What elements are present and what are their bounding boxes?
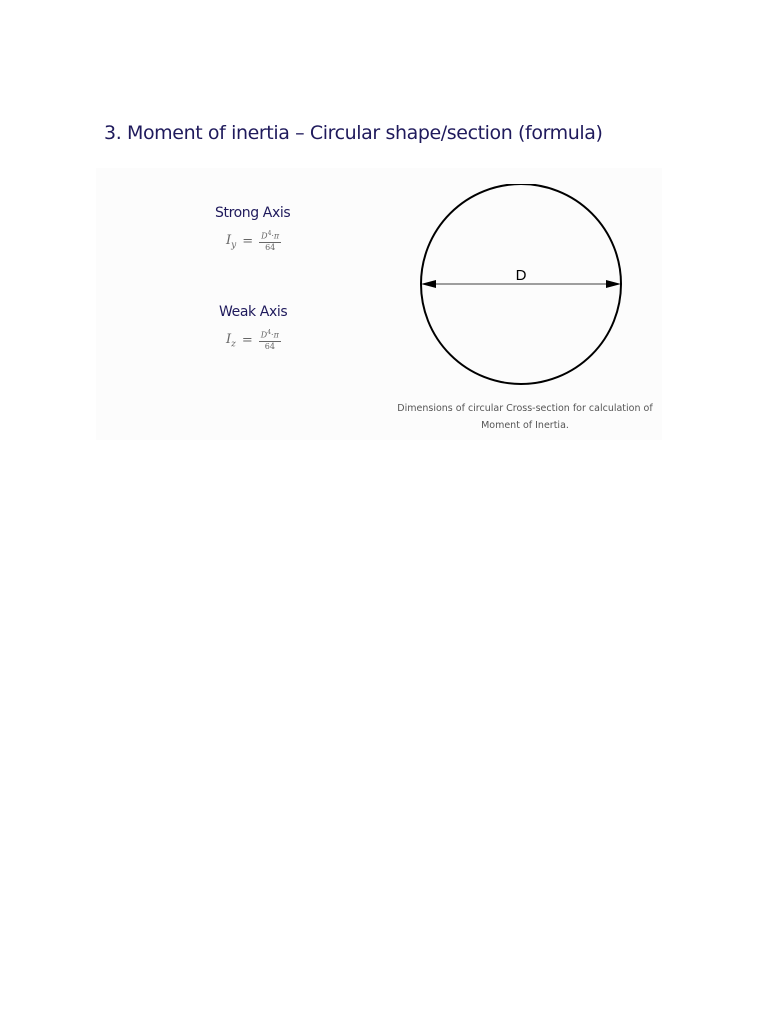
strong-axis-num-exp: 4 (267, 230, 272, 237)
caption-line-2: Moment of Inertia. (481, 420, 569, 431)
left-arrowhead (421, 280, 436, 288)
strong-axis-subscript: y (231, 240, 237, 251)
strong-axis-formula-lhs (226, 233, 236, 251)
right-arrowhead (606, 280, 621, 288)
diameter-label: D (515, 267, 527, 284)
strong-axis-label: Strong Axis (215, 205, 291, 221)
weak-axis-num-rest: ·π (271, 330, 279, 340)
weak-axis-numerator (259, 330, 281, 342)
weak-axis-subscript: z (231, 339, 236, 350)
strong-axis-equals: = (242, 233, 254, 249)
weak-axis-equals: = (241, 332, 253, 348)
strong-axis-denominator: 64 (265, 242, 276, 252)
weak-axis-formula (226, 330, 281, 351)
page-title: 3. Moment of inertia – Circular shape/section (formula) (104, 122, 603, 144)
strong-axis-num-var: D (261, 231, 268, 241)
weak-axis-num-exp: 4 (267, 329, 272, 336)
figure-caption (396, 400, 654, 434)
caption-line-1: Dimensions of circular Cross-section for calculation of (397, 403, 653, 414)
strong-axis-formula (226, 231, 281, 252)
strong-axis-symbol: I (226, 232, 232, 248)
circular-section-diagram (414, 184, 630, 388)
weak-axis-denominator: 64 (264, 341, 275, 351)
strong-axis-fraction (259, 231, 281, 252)
weak-axis-symbol: I (226, 331, 232, 347)
weak-axis-formula-lhs (226, 332, 236, 350)
weak-axis-fraction (259, 330, 281, 351)
strong-axis-num-rest: ·π (271, 231, 280, 241)
strong-axis-numerator (259, 231, 281, 243)
weak-axis-label: Weak Axis (219, 304, 288, 320)
weak-axis-num-var: D (260, 330, 268, 340)
